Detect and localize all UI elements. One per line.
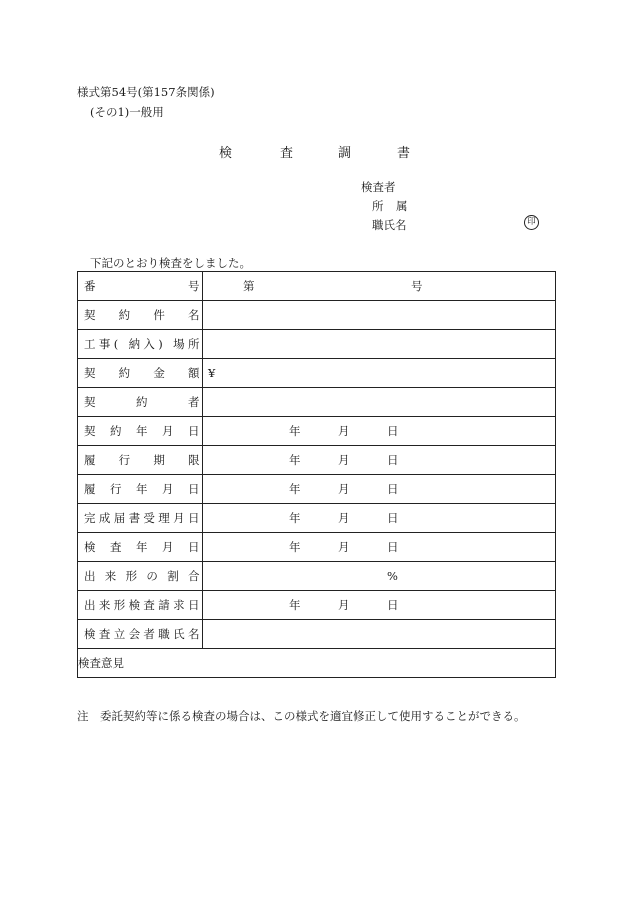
- title-char: 調: [338, 146, 352, 161]
- row-label-char: 出: [84, 598, 96, 612]
- row-label-char: 査: [110, 540, 122, 554]
- row-label-char: 受: [143, 511, 155, 525]
- row-label-char: 名: [188, 308, 200, 322]
- row-label-char: 月: [162, 424, 174, 438]
- opinion-label: 検査意見: [78, 656, 124, 670]
- date-day-unit: 日: [387, 511, 399, 525]
- table-row: [78, 446, 556, 475]
- row-label-char: 検: [84, 540, 96, 554]
- row-label-char: 額: [188, 366, 200, 380]
- title-char: 検: [219, 146, 233, 161]
- table-row: [78, 417, 556, 446]
- row-label-char: 期: [153, 453, 165, 467]
- row-label-char: (: [113, 337, 119, 351]
- table-row: [78, 620, 556, 649]
- row-label-char: 者: [188, 395, 200, 409]
- row-label-char: 日: [188, 540, 200, 554]
- row-label-char: 履: [84, 453, 96, 467]
- row-label-char: 約: [136, 395, 148, 409]
- date-year-unit: 年: [289, 424, 301, 438]
- date-year-unit: 年: [289, 598, 301, 612]
- row-label-char: 入: [143, 337, 155, 351]
- row-label-char: 書: [128, 511, 141, 525]
- row-label-char: 年: [136, 424, 148, 438]
- opinion-row: [78, 649, 556, 678]
- table-row: [78, 272, 556, 301]
- row-label-char: 請: [158, 598, 170, 612]
- row-label-char: 履: [84, 482, 96, 496]
- row-label-char: 行: [118, 453, 131, 467]
- row-label-char: 完: [84, 511, 96, 525]
- intro-text: 下記のとおり検査をしました。: [90, 256, 251, 270]
- row-label-char: 査: [98, 627, 111, 641]
- row-value[interactable]: [203, 475, 556, 504]
- row-label-char: 約: [118, 366, 131, 380]
- currency-symbol: ¥: [208, 366, 216, 380]
- date-year-unit: 年: [289, 540, 301, 554]
- row-label-char: 約: [110, 424, 122, 438]
- row-value[interactable]: [203, 330, 556, 359]
- row-label-char: 契: [84, 424, 96, 438]
- row-label-char: ): [158, 337, 163, 351]
- row-label-char: 金: [153, 366, 165, 380]
- table-row: [78, 388, 556, 417]
- row-value[interactable]: [203, 504, 556, 533]
- row-value[interactable]: [203, 533, 556, 562]
- row-label-char: 立: [113, 627, 126, 641]
- table-row: [78, 475, 556, 504]
- row-value[interactable]: [203, 301, 556, 330]
- opinion-field[interactable]: [78, 649, 556, 678]
- date-month-unit: 月: [338, 482, 350, 496]
- row-label-char: 求: [173, 598, 185, 612]
- row-label-char: 号: [188, 279, 200, 293]
- row-label: [78, 533, 203, 562]
- row-label-char: 査: [143, 598, 155, 612]
- row-label-char: 理: [158, 511, 170, 525]
- row-label-char: 合: [188, 569, 200, 583]
- row-label-char: 氏: [173, 627, 185, 641]
- row-label-char: 契: [84, 308, 96, 322]
- row-label-char: 職: [158, 627, 170, 641]
- row-label-char: 事: [98, 337, 111, 351]
- row-label-char: 契: [84, 366, 96, 380]
- number-prefix: 第: [243, 279, 255, 293]
- row-label-char: 者: [143, 627, 155, 641]
- row-label-char: 名: [188, 627, 200, 641]
- row-label-char: 会: [128, 627, 141, 641]
- percent-unit: %: [387, 569, 398, 583]
- row-value[interactable]: [203, 388, 556, 417]
- row-label-char: 年: [136, 482, 148, 496]
- title-char: 書: [397, 146, 411, 161]
- row-label-char: 来: [104, 569, 117, 583]
- row-label: [78, 475, 203, 504]
- position-name-label: 職氏名: [372, 218, 407, 232]
- row-value[interactable]: [203, 562, 556, 591]
- table-row: [78, 330, 556, 359]
- row-label-char: 形: [113, 598, 126, 612]
- date-year-unit: 年: [289, 453, 301, 467]
- row-label-char: 月: [173, 511, 185, 525]
- date-month-unit: 月: [338, 540, 350, 554]
- table-row: [78, 301, 556, 330]
- row-label-char: 所: [188, 337, 200, 351]
- row-label: [78, 272, 203, 301]
- row-label-char: 日: [188, 424, 200, 438]
- row-value[interactable]: [203, 620, 556, 649]
- date-month-unit: 月: [338, 424, 350, 438]
- date-day-unit: 日: [387, 540, 399, 554]
- table-row: [78, 504, 556, 533]
- row-label-char: 検: [128, 598, 141, 612]
- row-label: [78, 591, 203, 620]
- inspector-label: 検査者: [361, 180, 396, 194]
- row-label-char: 日: [188, 598, 200, 612]
- date-month-unit: 月: [338, 511, 350, 525]
- row-label-char: 月: [162, 482, 174, 496]
- affiliation-label-char: 所: [372, 199, 384, 213]
- row-label: [78, 417, 203, 446]
- row-label-char: 約: [118, 308, 131, 322]
- row-label-char: 納: [128, 337, 141, 351]
- title-char: 査: [280, 146, 294, 161]
- form-subtitle: (その1)一般用: [90, 105, 164, 119]
- table-row: [78, 359, 556, 388]
- date-year-unit: 年: [289, 482, 301, 496]
- row-value[interactable]: [203, 272, 556, 301]
- row-value[interactable]: [203, 591, 556, 620]
- table-row: [78, 591, 556, 620]
- row-label: [78, 620, 203, 649]
- row-label: [78, 301, 203, 330]
- row-label-char: 日: [188, 482, 200, 496]
- row-label-char: 割: [167, 569, 179, 583]
- row-label-char: 形: [125, 569, 138, 583]
- row-value[interactable]: [203, 417, 556, 446]
- table-row: [78, 562, 556, 591]
- number-suffix: 号: [411, 279, 423, 293]
- seal-mark: 印: [524, 215, 539, 230]
- row-value[interactable]: [203, 359, 556, 388]
- row-label-char: 番: [84, 279, 96, 293]
- row-label-char: 場: [173, 337, 185, 351]
- row-label-char: 日: [188, 511, 200, 525]
- table-row: [78, 533, 556, 562]
- row-label: [78, 446, 203, 475]
- footnote: 注 委託契約等に係る検査の場合は、この様式を適宜修正して使用することができる。: [77, 709, 526, 723]
- inspection-table: [77, 271, 556, 678]
- row-label-char: 検: [84, 627, 96, 641]
- row-label: [78, 562, 203, 591]
- date-month-unit: 月: [338, 453, 350, 467]
- row-label-char: 成: [98, 511, 111, 525]
- row-label-char: 行: [110, 482, 122, 496]
- row-label-char: 限: [188, 453, 200, 467]
- row-label-char: 月: [162, 540, 174, 554]
- date-day-unit: 日: [387, 424, 399, 438]
- row-label-char: 届: [113, 511, 126, 525]
- date-day-unit: 日: [387, 482, 399, 496]
- row-label: [78, 330, 203, 359]
- row-label-char: 契: [84, 395, 96, 409]
- form-number: 様式第54号(第157条関係): [77, 85, 215, 99]
- row-label-char: 年: [136, 540, 148, 554]
- row-label-char: 来: [98, 598, 111, 612]
- row-label: [78, 359, 203, 388]
- affiliation-label-char: 属: [396, 199, 408, 213]
- row-label-char: の: [146, 569, 158, 583]
- row-label-char: 工: [84, 337, 96, 351]
- date-month-unit: 月: [338, 598, 350, 612]
- row-label-char: 出: [84, 569, 96, 583]
- date-day-unit: 日: [387, 598, 399, 612]
- date-day-unit: 日: [387, 453, 399, 467]
- row-value[interactable]: [203, 446, 556, 475]
- row-label: [78, 388, 203, 417]
- date-year-unit: 年: [289, 511, 301, 525]
- row-label: [78, 504, 203, 533]
- row-label-char: 件: [153, 308, 165, 322]
